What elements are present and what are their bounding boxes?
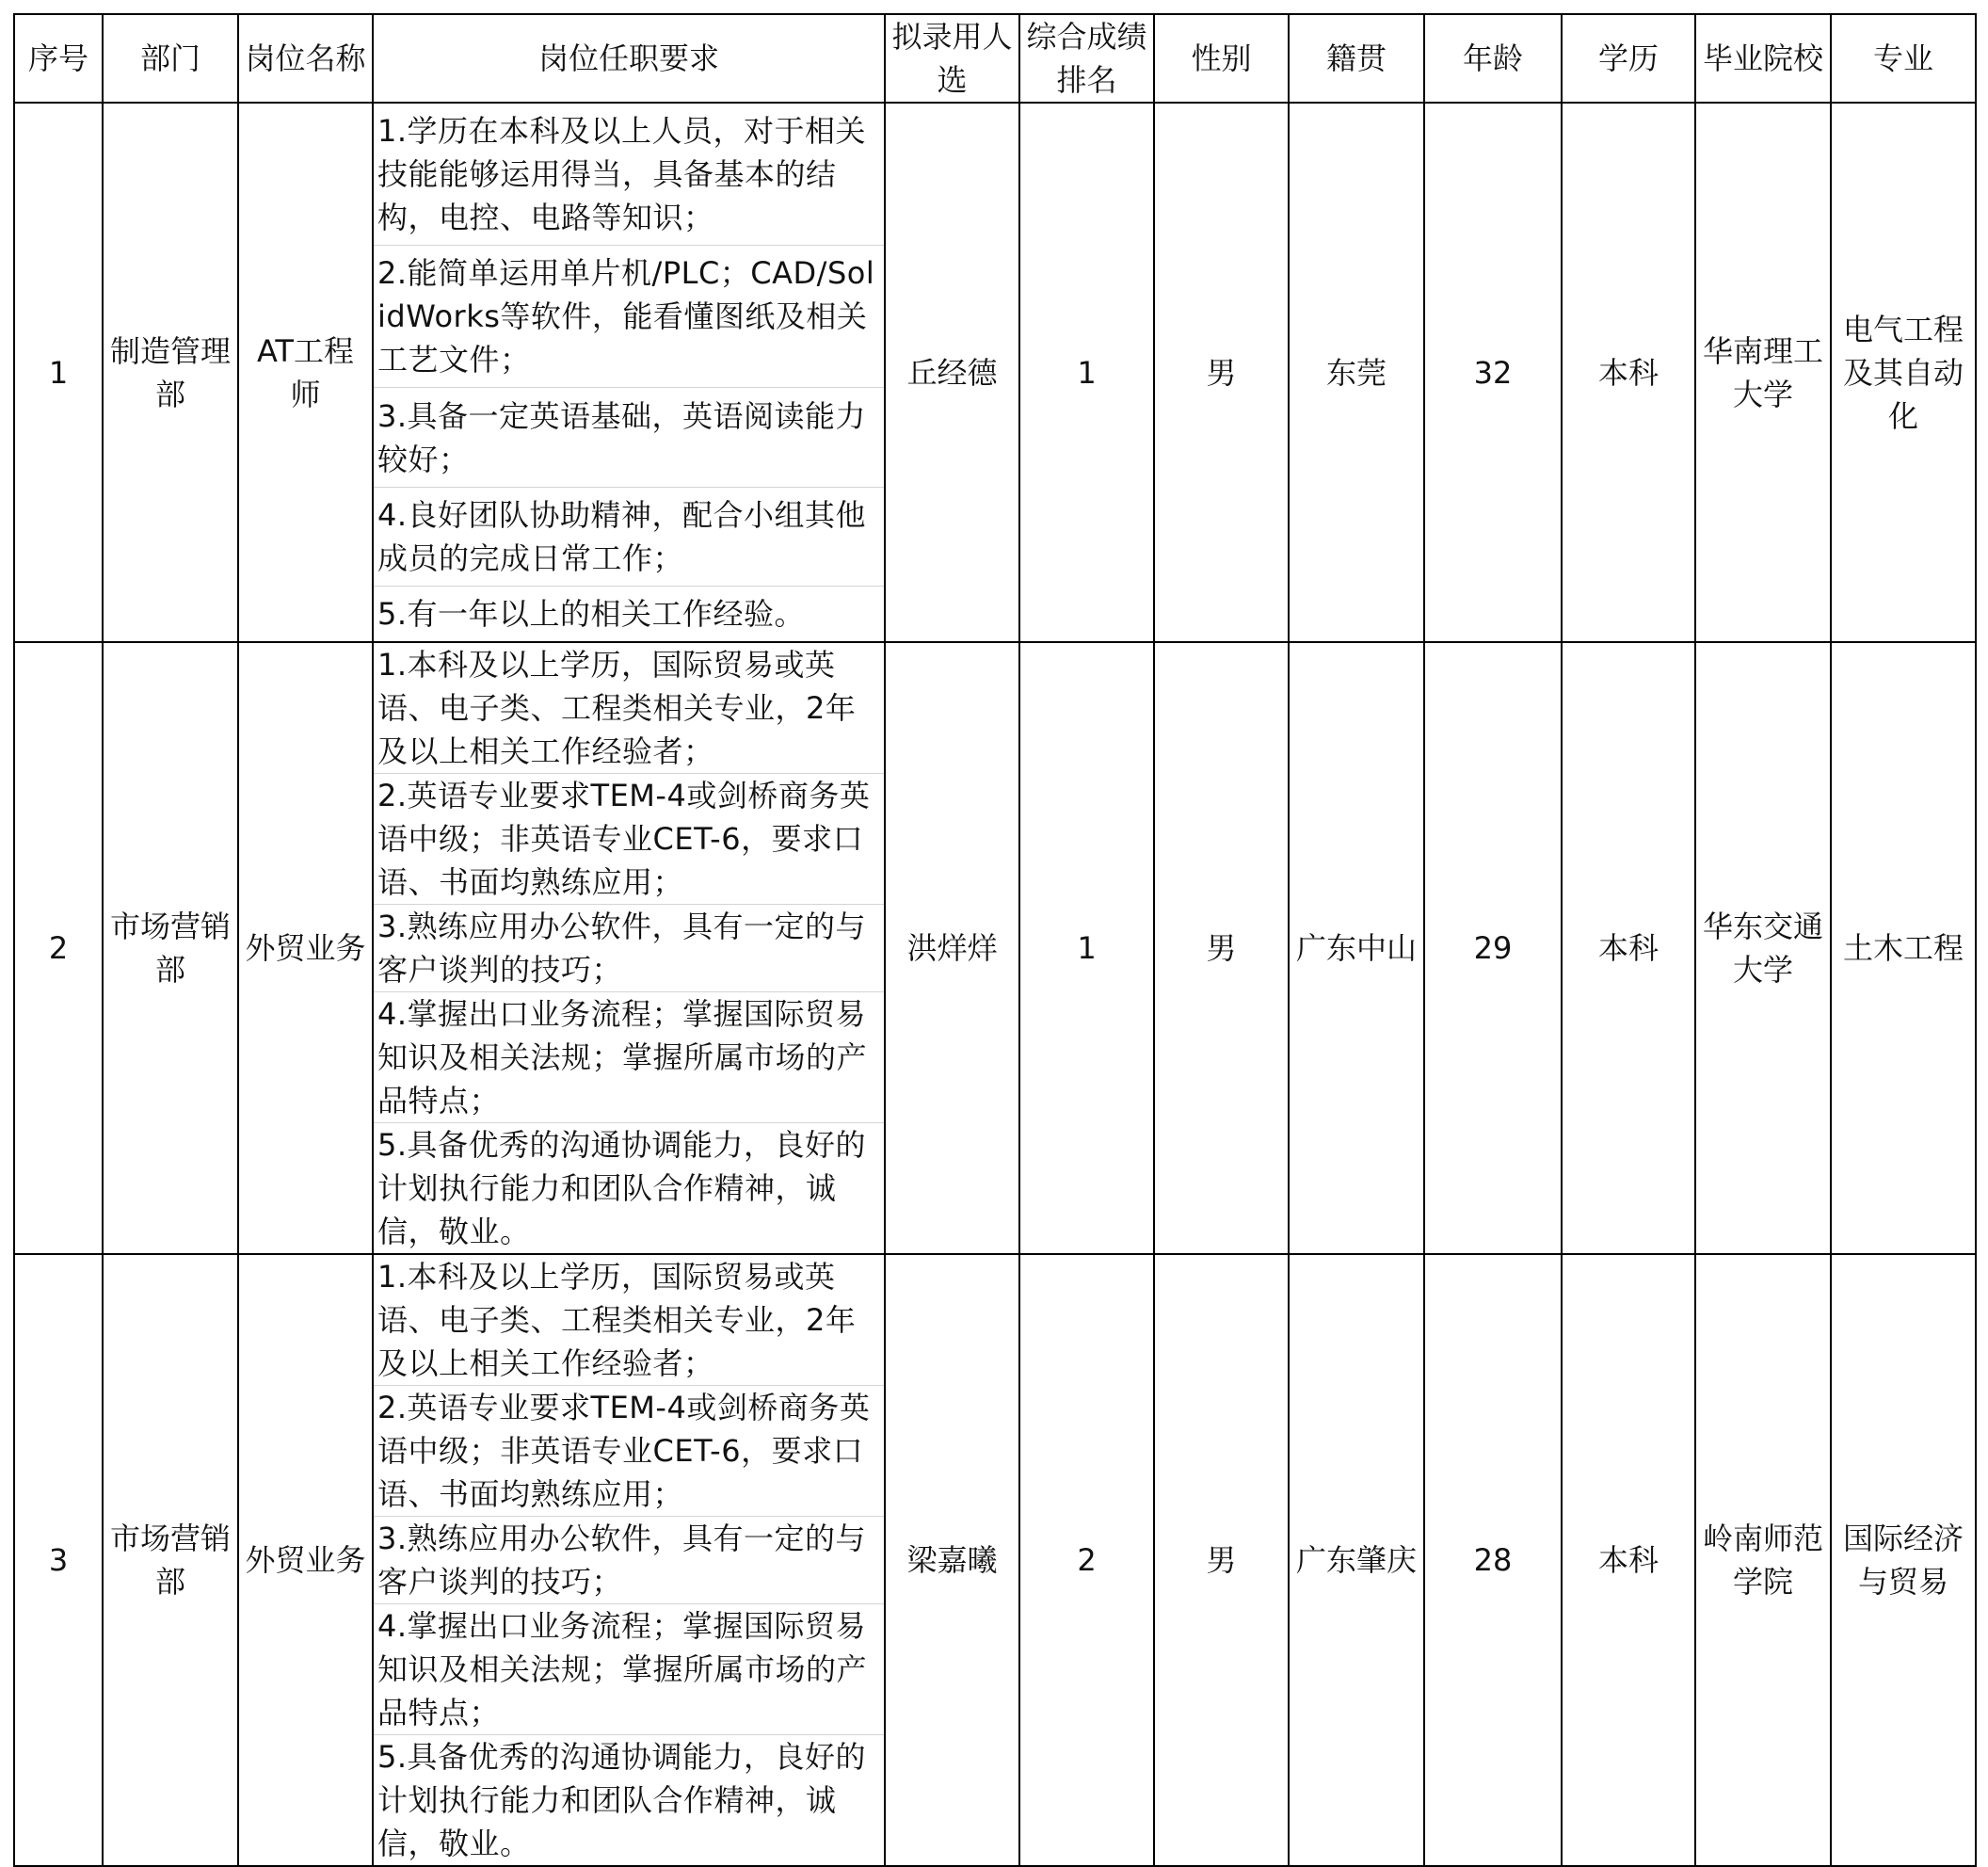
cell-school[interactable]: 岭南师范学院 [1695, 1254, 1831, 1866]
table-row [14, 642, 1976, 1254]
header-cell-gender[interactable]: 性别 [1154, 14, 1289, 103]
cell-rank[interactable]: 2 [1019, 1254, 1154, 1866]
requirements-list [374, 1255, 884, 1865]
requirement-item: 5.具备优秀的沟通协调能力，良好的计划执行能力和团队合作精神，诚信，敬业。 [377, 1739, 867, 1861]
cell-department[interactable]: 制造管理部 [103, 103, 238, 642]
cell-gender[interactable]: 男 [1154, 642, 1289, 1254]
cell-gender[interactable]: 男 [1154, 1254, 1289, 1866]
cell-requirements[interactable] [373, 1254, 885, 1866]
requirement-item: 2.英语专业要求TEM-4或剑桥商务英语中级；非英语专业CET-6，要求口语、书面均熟练应用； [374, 774, 884, 905]
requirement-item: 2.英语专业要求TEM-4或剑桥商务英语中级；非英语专业CET-6，要求口语、书面均熟练应用； [374, 1386, 884, 1517]
cell-no[interactable]: 1 [14, 103, 103, 642]
cell-major[interactable]: 电气工程及其自动化 [1831, 103, 1976, 642]
cell-requirements[interactable] [373, 103, 885, 642]
header-cell-position[interactable]: 岗位名称 [238, 14, 373, 103]
cell-candidate[interactable]: 洪烊烊 [885, 642, 1019, 1254]
cell-major[interactable]: 国际经济与贸易 [1831, 1254, 1976, 1866]
cell-origin[interactable]: 东莞 [1289, 103, 1424, 642]
requirement-item: 1.本科及以上学历，国际贸易或英语、电子类、工程类相关专业，2年及以上相关工作经验者； [374, 1255, 884, 1386]
cell-school[interactable]: 华南理工大学 [1695, 103, 1831, 642]
requirement-item: 1.本科及以上学历，国际贸易或英语、电子类、工程类相关专业，2年及以上相关工作经验者； [374, 643, 884, 774]
cell-no[interactable]: 3 [14, 1254, 103, 1866]
table-row [14, 1254, 1976, 1866]
header-cell-school[interactable]: 毕业院校 [1695, 14, 1831, 103]
cell-candidate[interactable]: 梁嘉曦 [885, 1254, 1019, 1866]
cell-education[interactable]: 本科 [1562, 1254, 1695, 1866]
cell-major[interactable]: 土木工程 [1831, 642, 1976, 1254]
cell-no[interactable]: 2 [14, 642, 103, 1254]
requirement-item: 5.具备优秀的沟通协调能力，良好的计划执行能力和团队合作精神，诚信，敬业。 [377, 1127, 867, 1249]
cell-origin[interactable]: 广东肇庆 [1289, 1254, 1424, 1866]
header-cell-education[interactable]: 学历 [1562, 14, 1695, 103]
requirement-item: 3.具备一定英语基础，英语阅读能力较好； [374, 388, 884, 487]
header-cell-major[interactable]: 专业 [1831, 14, 1976, 103]
header-row [14, 14, 1976, 103]
header-cell-no[interactable]: 序号 [14, 14, 103, 103]
candidate-table [13, 13, 1977, 1867]
cell-gender[interactable]: 男 [1154, 103, 1289, 642]
requirement-item: 1.学历在本科及以上人员，对于相关技能能够运用得当，具备基本的结构，电控、电路等知识； [374, 104, 884, 246]
requirement-item: 3.熟练应用办公软件，具有一定的与客户谈判的技巧； [374, 1517, 884, 1604]
header-cell-age[interactable]: 年龄 [1424, 14, 1562, 103]
table-row [14, 103, 1976, 642]
cell-education[interactable]: 本科 [1562, 642, 1695, 1254]
cell-requirements[interactable] [373, 642, 885, 1254]
spreadsheet-sheet [13, 13, 1975, 1861]
header-cell-rank[interactable]: 综合成绩排名 [1019, 14, 1154, 103]
header-cell-origin[interactable]: 籍贯 [1289, 14, 1424, 103]
cell-department[interactable]: 市场营销部 [103, 642, 238, 1254]
cell-education[interactable]: 本科 [1562, 103, 1695, 642]
cell-rank[interactable]: 1 [1019, 103, 1154, 642]
requirement-item: 3.熟练应用办公软件，具有一定的与客户谈判的技巧； [374, 905, 884, 992]
requirements-list [374, 104, 884, 641]
requirement-item: 5.有一年以上的相关工作经验。 [377, 595, 806, 632]
cell-rank[interactable]: 1 [1019, 642, 1154, 1254]
header-cell-department[interactable]: 部门 [103, 14, 238, 103]
requirement-item: 4.良好团队协助精神，配合小组其他成员的完成日常工作； [374, 488, 884, 587]
cell-school[interactable]: 华东交通大学 [1695, 642, 1831, 1254]
requirement-item: 4.掌握出口业务流程；掌握国际贸易知识及相关法规；掌握所属市场的产品特点； [374, 1604, 884, 1735]
header-cell-requirements[interactable]: 岗位任职要求 [373, 14, 885, 103]
cell-position[interactable]: 外贸业务 [238, 642, 373, 1254]
cell-position[interactable]: 外贸业务 [238, 1254, 373, 1866]
cell-position[interactable]: AT工程师 [238, 103, 373, 642]
cell-origin[interactable]: 广东中山 [1289, 642, 1424, 1254]
header-cell-candidate[interactable]: 拟录用人选 [885, 14, 1019, 103]
requirements-list [374, 643, 884, 1253]
cell-candidate[interactable]: 丘经德 [885, 103, 1019, 642]
cell-age[interactable]: 29 [1424, 642, 1562, 1254]
requirement-item: 2.能简单运用单片机/PLC；CAD/SolidWorks等软件，能看懂图纸及相关工艺文件； [374, 246, 884, 388]
cell-age[interactable]: 28 [1424, 1254, 1562, 1866]
cell-age[interactable]: 32 [1424, 103, 1562, 642]
cell-department[interactable]: 市场营销部 [103, 1254, 238, 1866]
requirement-item: 4.掌握出口业务流程；掌握国际贸易知识及相关法规；掌握所属市场的产品特点； [374, 992, 884, 1123]
